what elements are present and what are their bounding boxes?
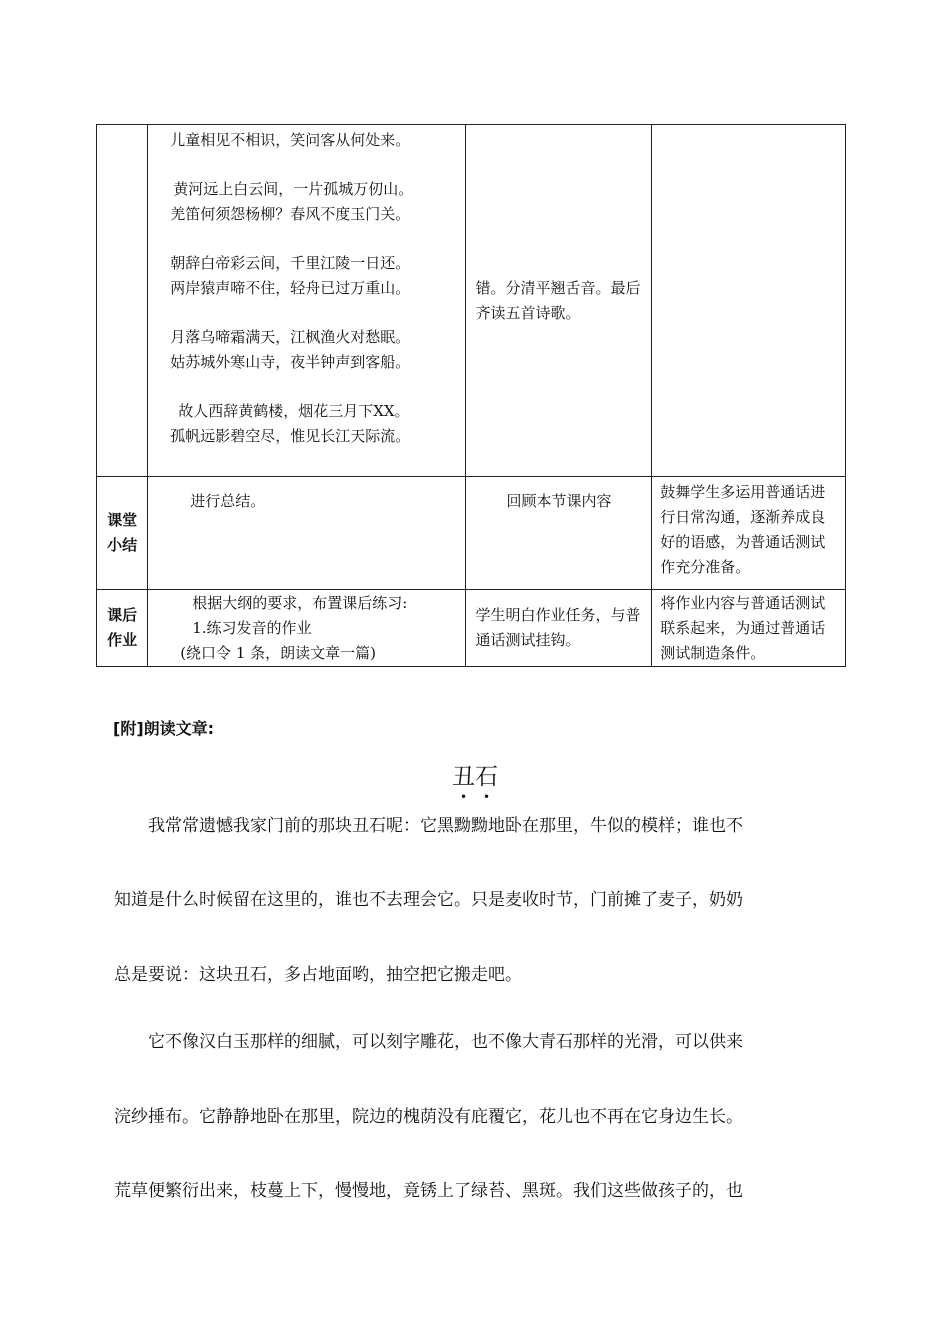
paragraph-line: 我常常遗憾我家门前的那块丑石呢：它黑黝黝地卧在那里，牛似的模样；谁也不 xyxy=(114,816,743,836)
poem-line: 故人西辞黄鹤楼，烟花三月下XX。 xyxy=(178,402,410,420)
poem-line: 朝辞白帝彩云间，千里江陵一日还。 xyxy=(170,254,411,272)
article-title: 丑石 xyxy=(452,764,498,790)
poem-line: 姑苏城外寒山寺，夜半钟声到客船。 xyxy=(170,353,411,371)
poems-cell xyxy=(148,125,466,477)
table-row-poems xyxy=(97,125,846,477)
homework-content-cell: 根据大纲的要求，布置课后练习: 1.练习发音的作业 (绕口令 1 条，朗读文章一篇) xyxy=(148,590,466,667)
poem-line: 月落乌啼霜满天，江枫渔火对愁眠。 xyxy=(170,328,411,346)
label-cell-empty xyxy=(97,125,148,477)
student-activity-cell: 错。分清平翘舌音。最后齐读五首诗歌。 xyxy=(466,125,652,477)
label-cell-homework: 课后 作业 xyxy=(97,590,148,667)
appendix-heading: [附]朗读文章: xyxy=(113,719,215,738)
poem-line: 黄河远上白云间，一片孤城万仞山。 xyxy=(173,180,414,198)
table-row-summary xyxy=(97,477,846,590)
poem-line: 两岸猿声啼不住，轻舟已过万重山。 xyxy=(170,279,411,297)
paragraph-line: 浣纱捶布。它静静地卧在那里，院边的槐荫没有庇覆它，花儿也不再在它身边生长。 xyxy=(114,1107,743,1127)
paragraph-line: 它不像汉白玉那样的细腻，可以刻字雕花，也不像大青石那样的光滑，可以供来 xyxy=(114,1032,743,1052)
table-row-homework xyxy=(97,590,846,667)
label-cell-summary: 课堂 小结 xyxy=(97,477,148,590)
paragraph-line: 荒草便繁衍出来，枝蔓上下，慢慢地，竟锈上了绿苔、黑斑。我们这些做孩子的，也 xyxy=(114,1181,743,1201)
paragraph-line: 知道是什么时候留在这里的，谁也不去理会它。只是麦收时节，门前摊了麦子，奶奶 xyxy=(114,890,743,910)
poem-line: 儿童相见不相识，笑问客从何处来。 xyxy=(170,131,411,149)
poem-line: 孤帆远影碧空尽，惟见长江天际流。 xyxy=(170,427,411,445)
summary-student-cell: 回顾本节课内容 xyxy=(466,477,652,590)
paragraph-line: 总是要说：这块丑石，多占地面哟，抽空把它搬走吧。 xyxy=(114,965,522,985)
homework-student-cell: 学生明白作业任务，与普通话测试挂钩。 xyxy=(466,590,652,667)
poem-line: 羌笛何须怨杨柳？春风不度玉门关。 xyxy=(170,205,411,223)
summary-purpose-cell: 鼓舞学生多运用普通话进行日常沟通，逐渐养成良好的语感，为普通话测试作充分准备。 xyxy=(652,477,846,590)
purpose-cell xyxy=(652,125,846,477)
homework-purpose-cell: 将作业内容与普通话测试联系起来，为通过普通话测试制造条件。 xyxy=(652,590,846,667)
lesson-plan-table xyxy=(96,124,846,667)
summary-content-cell: 进行总结。 xyxy=(148,477,466,590)
